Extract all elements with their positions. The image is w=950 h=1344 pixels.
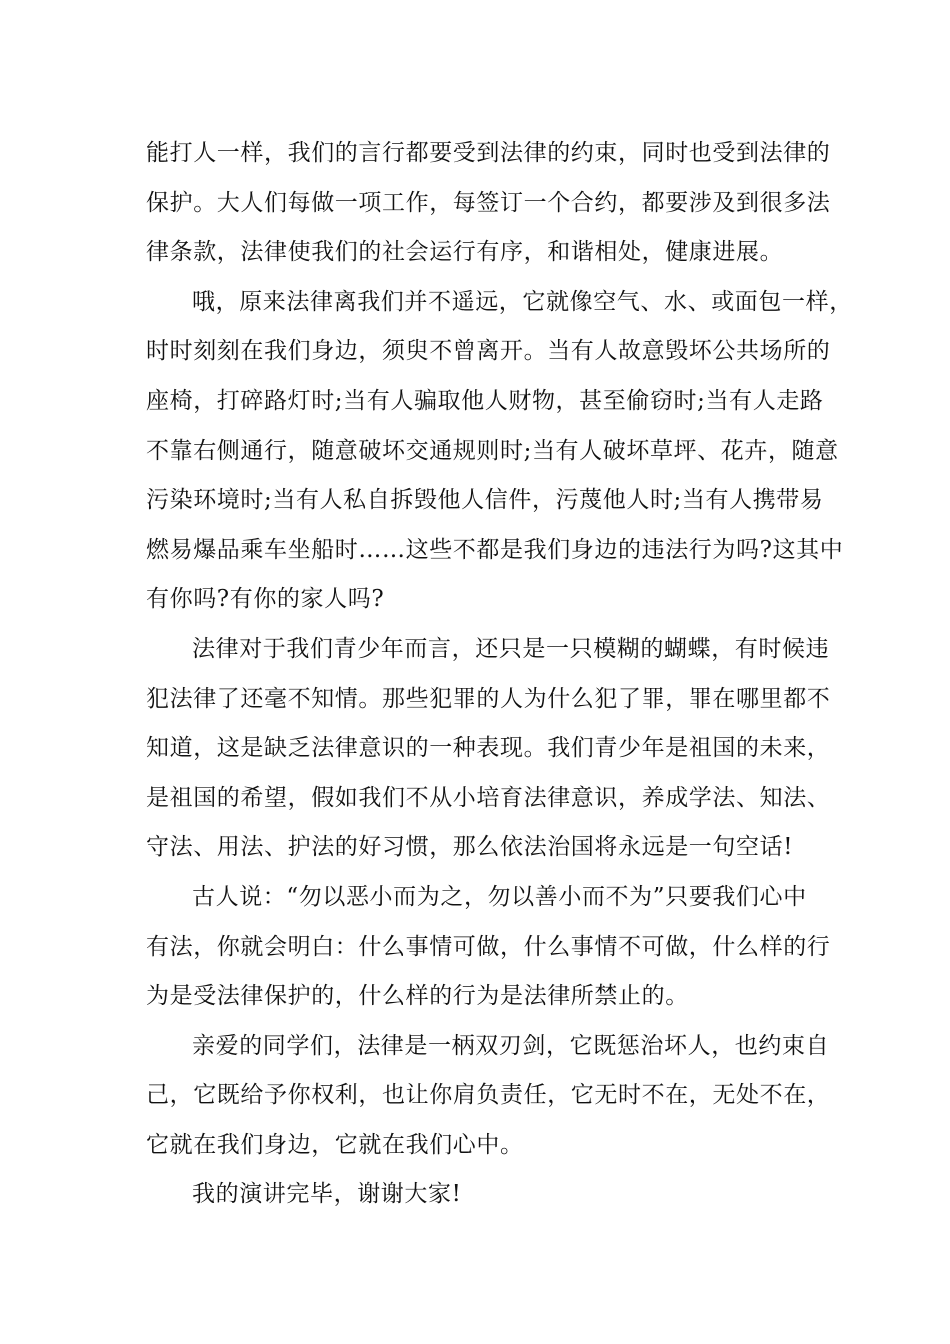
text-line: 能打人一样，我们的言行都要受到法律的约束，同时也受到法律的 — [146, 140, 831, 166]
text-line: 守法、用法、护法的好习惯，那么依法治国将永远是一句空话! — [146, 834, 794, 861]
text-line: 有法，你就会明白：什么事情可做，什么事情不可做，什么样的行 — [146, 933, 831, 960]
text-line: 座椅，打碎路灯时;当有人骗取他人财物，甚至偷窃时;当有人走路 — [146, 387, 824, 414]
text-line: 律条款，法律使我们的社会运行有序，和谐相处，健康进展。 — [146, 239, 784, 266]
text-line: 犯法律了还毫不知情。那些犯罪的人为什么犯了罪，罪在哪里都不 — [146, 685, 831, 712]
paragraph-first-line: 古人说：“勿以恶小而为之，勿以善小而不为”只要我们心中 — [192, 883, 807, 910]
text-line: 保护。大人们每做一项工作，每签订一个合约，都要涉及到很多法 — [146, 189, 831, 216]
text-line: 不靠右侧通行，随意破坏交通规则时;当有人破坏草坪、花卉，随意 — [146, 437, 839, 464]
text-line: 燃易爆品乘车坐船时……这些不都是我们身边的违法行为吗?这其中 — [146, 536, 844, 563]
speech-text — [146, 129, 853, 1220]
text-line: 为是受法律保护的，什么样的行为是法律所禁止的。 — [146, 983, 689, 1010]
text-line: 有你吗?有你的家人吗? — [146, 586, 385, 613]
text-line: 是祖国的希望，假如我们不从小培育法律意识，养成学法、知法、 — [146, 784, 831, 811]
text-line: 时时刻刻在我们身边，须臾不曾离开。当有人故意毁坏公共场所的 — [146, 338, 831, 365]
text-line: 己，它既给予你权利，也让你肩负责任，它无时不在，无处不在， — [146, 1082, 831, 1109]
paragraph-first-line: 法律对于我们青少年而言，还只是一只模糊的蝴蝶，有时候违 — [192, 635, 830, 662]
paragraph-first-line: 我的演讲完毕，谢谢大家! — [192, 1181, 462, 1208]
text-line: 它就在我们身边，它就在我们心中。 — [146, 1131, 524, 1158]
paragraph-first-line: 哦，原来法律离我们并不遥远，它就像空气、水、或面包一样， — [192, 288, 853, 315]
text-line: 知道，这是缺乏法律意识的一种表现。我们青少年是祖国的未来， — [146, 735, 831, 762]
paragraph-first-line: 亲爱的同学们，法律是一柄双刃剑，它既惩治坏人，也约束自 — [192, 1032, 830, 1059]
text-line: 污染环境时;当有人私自拆毁他人信件，污蔑他人时;当有人携带易 — [146, 487, 824, 514]
